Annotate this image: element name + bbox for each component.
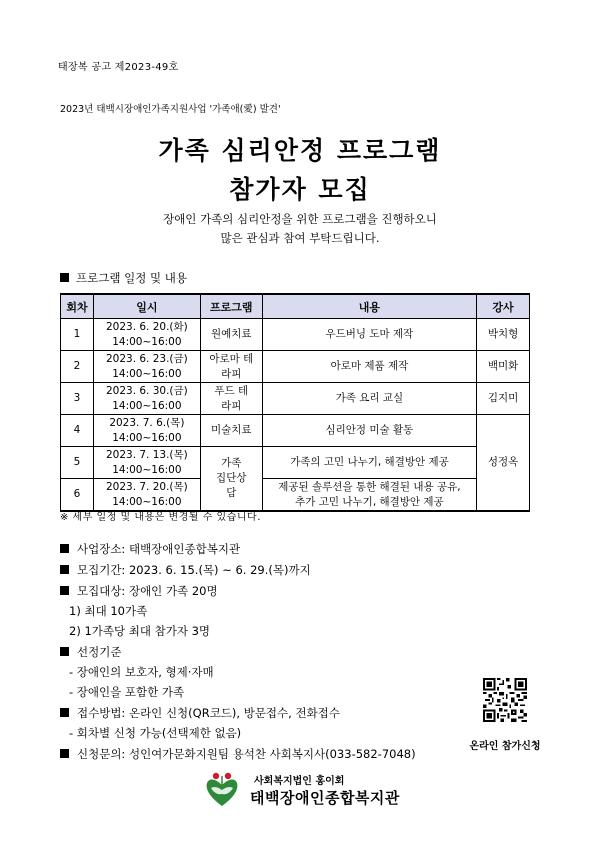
row-date: 2023. 6. 30.(금) <box>105 384 188 397</box>
intro-line2: 많은 관심과 참여 부탁드립니다. <box>220 231 380 245</box>
table-row <box>61 383 530 415</box>
row-time: 14:00~16:00 <box>112 399 182 412</box>
info-target <box>60 583 218 599</box>
row-program: 원예치료 <box>200 319 262 351</box>
info-method <box>60 705 340 721</box>
info-criteria-sub2: - 장애인을 포함한 가족 <box>69 685 185 699</box>
row-time: 14:00~16:00 <box>112 495 182 508</box>
row-date: 2023. 6. 20.(화) <box>105 320 188 333</box>
table-row <box>61 319 530 351</box>
row-content: 가족 요리 교실 <box>262 383 476 415</box>
square-bullet-icon <box>60 647 69 656</box>
row-instructor-shared: 성정옥 <box>477 415 530 512</box>
row-date: 2023. 6. 23.(금) <box>105 352 188 365</box>
square-bullet-icon <box>60 273 69 282</box>
row-content: 아로마 제품 제작 <box>262 351 476 383</box>
square-bullet-icon <box>60 586 69 595</box>
row-time: 14:00~16:00 <box>112 367 182 380</box>
row-no: 1 <box>61 319 94 351</box>
row-datetime <box>93 383 200 415</box>
row-content: 우드버닝 도마 제작 <box>262 319 476 351</box>
row-instructor: 백미화 <box>477 351 530 383</box>
row-content: 심리안정 미술 활동 <box>262 415 476 447</box>
row-time: 14:00~16:00 <box>112 335 182 348</box>
row-program: 푸드 테라피 <box>200 383 262 415</box>
row-program-shared: 가족 집단상담 <box>200 447 262 512</box>
title-line1: 가족 심리안정 프로그램 <box>158 136 442 165</box>
info-method-sub: - 회차별 신청 가능(선택제한 없음) <box>69 726 242 740</box>
row-datetime <box>93 479 200 512</box>
row-no: 6 <box>61 479 94 512</box>
info-period-text: 모집기간: 2023. 6. 15.(목) ~ 6. 29.(목)까지 <box>77 563 311 577</box>
qr-label: 온라인 참가신청 <box>469 741 541 752</box>
row-time: 14:00~16:00 <box>112 431 182 444</box>
square-bullet-icon <box>60 565 69 574</box>
table-row <box>61 351 530 383</box>
info-target-text: 모집대상: 장애인 가족 20명 <box>77 584 218 598</box>
table-header-row <box>61 294 530 319</box>
row-program: 미술치료 <box>200 415 262 447</box>
row-content: 가족의 고민 나누기, 해결방안 제공 <box>262 447 476 479</box>
header-no: 회차 <box>61 294 94 319</box>
row-datetime <box>93 415 200 447</box>
info-period <box>60 562 311 578</box>
header-program: 프로그램 <box>200 294 262 319</box>
org-small-name: 사회복지법인 홍이회 <box>254 776 345 787</box>
notice-number: 태장복 공고 제2023-49호 <box>58 62 179 73</box>
info-criteria <box>60 644 121 660</box>
row-no: 4 <box>61 415 94 447</box>
row-no: 2 <box>61 351 94 383</box>
info-target-sub1: 1) 최대 10가족 <box>69 604 148 618</box>
table-row <box>61 447 530 479</box>
schedule-table <box>60 293 530 512</box>
qr-code-icon[interactable] <box>483 678 527 722</box>
title-line2: 참가자 모집 <box>229 175 371 204</box>
schedule-heading-text: 프로그램 일정 및 내용 <box>76 271 187 285</box>
row-instructor: 박치형 <box>477 319 530 351</box>
info-criteria-text: 선정기준 <box>77 645 122 659</box>
square-bullet-icon <box>60 708 69 717</box>
row-datetime <box>93 351 200 383</box>
row-content <box>262 479 476 512</box>
row-content-line2: 추가 고민 나누기, 해결방안 제공 <box>295 495 444 508</box>
schedule-heading <box>60 270 187 286</box>
table-note: ※ 세부 일정 및 내용은 변경될 수 있습니다. <box>60 512 261 523</box>
info-contact <box>60 746 416 762</box>
row-datetime <box>93 447 200 479</box>
row-program: 아로마 테라피 <box>200 351 262 383</box>
info-criteria-sub1: - 장애인의 보호자, 형제·자매 <box>69 665 214 679</box>
project-line: 2023년 태백시장애인가족지원사업 '가족애(愛) 발견' <box>60 104 281 115</box>
row-date: 2023. 7. 13.(목) <box>105 448 188 461</box>
org-name: 태백장애인종합복지관 <box>250 789 400 807</box>
row-content-line1: 제공된 솔루션을 통한 해결된 내용 공유, <box>278 480 461 493</box>
row-datetime <box>93 319 200 351</box>
square-bullet-icon <box>60 749 69 758</box>
info-target-sub2: 2) 1가족당 최대 참가자 3명 <box>69 624 211 638</box>
header-content: 내용 <box>262 294 476 319</box>
row-no: 3 <box>61 383 94 415</box>
intro <box>0 210 600 248</box>
intro-line1: 장애인 가족의 심리안정을 위한 프로그램을 진행하오니 <box>163 212 437 226</box>
organization-logo-icon <box>203 770 241 808</box>
table-row <box>61 415 530 447</box>
info-contact-text: 신청문의: 성인여가문화지원팀 용석찬 사회복지사(033-582-7048) <box>77 747 416 761</box>
header-instructor: 강사 <box>477 294 530 319</box>
row-time: 14:00~16:00 <box>112 463 182 476</box>
info-location <box>60 541 240 557</box>
info-location-text: 사업장소: 태백장애인종합복지관 <box>77 542 241 556</box>
row-date: 2023. 7. 20.(목) <box>105 480 188 493</box>
table-row <box>61 479 530 512</box>
row-no: 5 <box>61 447 94 479</box>
row-date: 2023. 7. 6.(목) <box>109 416 185 429</box>
info-method-text: 접수방법: 온라인 신청(QR코드), 방문접수, 전화접수 <box>77 706 340 720</box>
square-bullet-icon <box>60 544 69 553</box>
row-instructor: 김지미 <box>477 383 530 415</box>
header-date: 일시 <box>93 294 200 319</box>
